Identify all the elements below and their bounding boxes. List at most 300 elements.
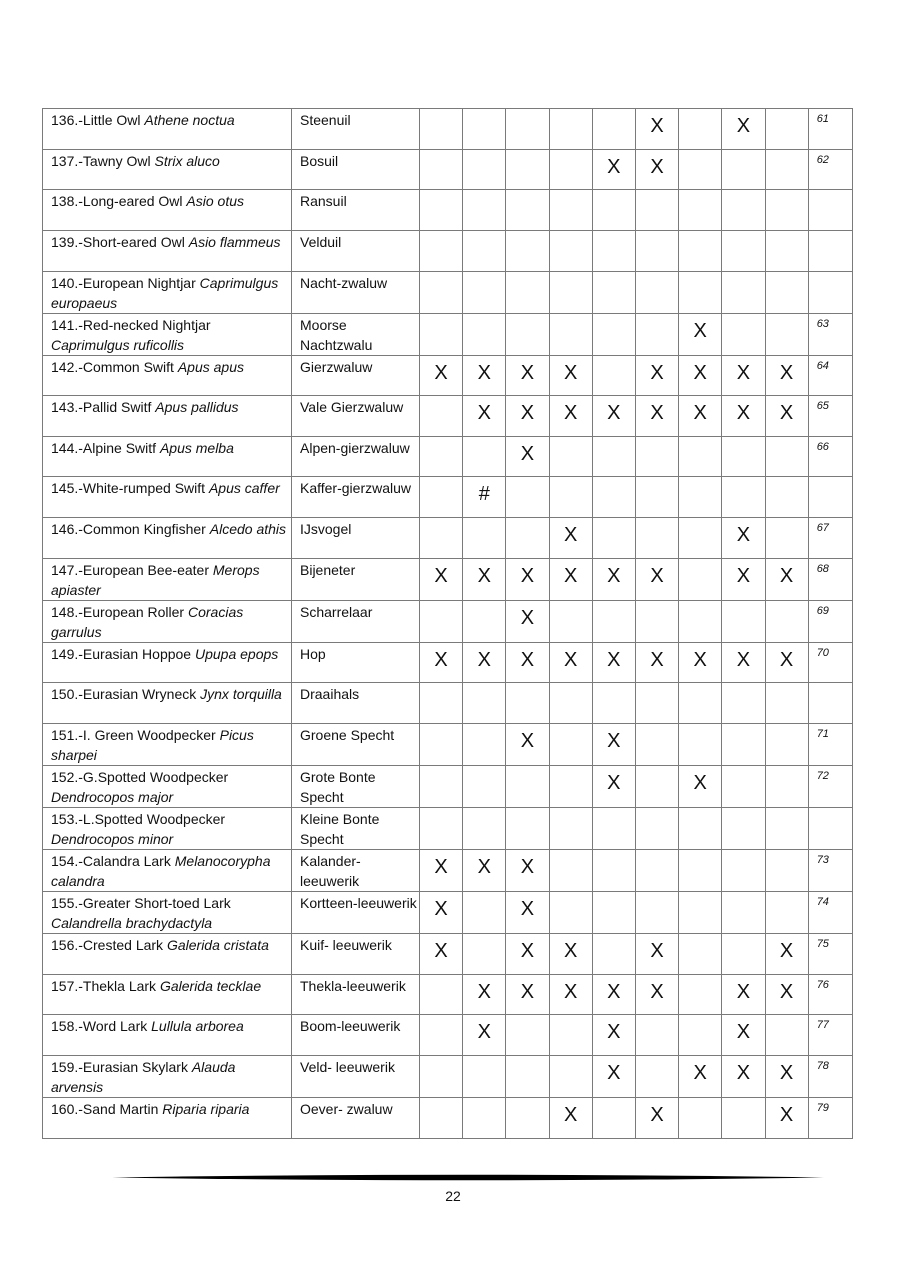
species-name-cell bbox=[43, 642, 292, 683]
presence-mark bbox=[549, 477, 592, 518]
presence-mark: X bbox=[506, 436, 549, 477]
presence-mark: X bbox=[549, 974, 592, 1015]
common-name: 140.-European Nightjar bbox=[51, 274, 196, 291]
species-name-cell bbox=[43, 271, 292, 313]
presence-mark: X bbox=[722, 558, 765, 600]
presence-mark bbox=[635, 1055, 678, 1097]
presence-mark bbox=[765, 683, 808, 724]
latin-name: Coracias garrulus bbox=[51, 603, 244, 640]
presence-mark bbox=[722, 850, 765, 892]
table-row bbox=[43, 558, 853, 600]
species-table bbox=[42, 108, 853, 1139]
presence-mark bbox=[549, 230, 592, 271]
presence-mark bbox=[679, 558, 722, 600]
dutch-name: Gierzwaluw bbox=[292, 355, 420, 396]
presence-mark bbox=[549, 313, 592, 355]
presence-mark: X bbox=[506, 724, 549, 766]
reference-number: 66 bbox=[808, 436, 852, 477]
presence-mark bbox=[679, 271, 722, 313]
presence-mark bbox=[420, 1055, 463, 1097]
presence-mark bbox=[635, 808, 678, 850]
presence-mark bbox=[635, 477, 678, 518]
latin-name: Picus sharpei bbox=[51, 727, 254, 764]
presence-mark: X bbox=[765, 355, 808, 396]
presence-mark bbox=[635, 271, 678, 313]
latin-name: Dendrocopos major bbox=[51, 789, 174, 806]
presence-mark bbox=[679, 934, 722, 975]
reference-number: 63 bbox=[808, 313, 852, 355]
presence-mark bbox=[463, 271, 506, 313]
latin-name: Caprimulgus ruficollis bbox=[51, 336, 185, 353]
presence-mark: X bbox=[765, 558, 808, 600]
table-row bbox=[43, 934, 853, 975]
latin-name: Galerida tecklae bbox=[159, 977, 262, 994]
presence-mark: X bbox=[463, 1015, 506, 1056]
latin-name: Galerida cristata bbox=[166, 937, 269, 954]
presence-mark: X bbox=[722, 1015, 765, 1056]
presence-mark bbox=[765, 477, 808, 518]
presence-mark: X bbox=[506, 850, 549, 892]
presence-mark bbox=[679, 518, 722, 559]
latin-name: Asio flammeus bbox=[188, 233, 281, 250]
presence-mark bbox=[420, 518, 463, 559]
common-name: 136.-Little Owl bbox=[51, 112, 141, 128]
presence-mark bbox=[506, 518, 549, 559]
presence-mark bbox=[679, 477, 722, 518]
presence-mark bbox=[592, 355, 635, 396]
table-row bbox=[43, 436, 853, 477]
presence-mark bbox=[592, 313, 635, 355]
presence-mark bbox=[722, 477, 765, 518]
presence-mark bbox=[635, 892, 678, 934]
species-name-cell bbox=[43, 766, 292, 808]
species-name-cell bbox=[43, 934, 292, 975]
presence-mark: # bbox=[463, 477, 506, 518]
presence-mark bbox=[420, 313, 463, 355]
reference-number: 64 bbox=[808, 355, 852, 396]
presence-mark bbox=[506, 313, 549, 355]
presence-mark bbox=[722, 190, 765, 231]
presence-mark bbox=[765, 518, 808, 559]
reference-number: 70 bbox=[808, 642, 852, 683]
presence-mark bbox=[549, 683, 592, 724]
species-name-cell bbox=[43, 724, 292, 766]
presence-mark bbox=[549, 109, 592, 150]
dutch-name: Bijeneter bbox=[292, 558, 420, 600]
dutch-name: Nacht-zwaluw bbox=[292, 271, 420, 313]
presence-mark bbox=[463, 934, 506, 975]
presence-mark: X bbox=[592, 724, 635, 766]
presence-mark bbox=[765, 766, 808, 808]
presence-mark: X bbox=[463, 558, 506, 600]
presence-mark: X bbox=[463, 850, 506, 892]
presence-mark bbox=[765, 850, 808, 892]
presence-mark: X bbox=[635, 355, 678, 396]
presence-mark: X bbox=[506, 600, 549, 642]
presence-mark bbox=[679, 683, 722, 724]
presence-mark bbox=[679, 230, 722, 271]
presence-mark bbox=[463, 724, 506, 766]
presence-mark: X bbox=[549, 1097, 592, 1138]
reference-number: 72 bbox=[808, 766, 852, 808]
species-name-cell bbox=[43, 355, 292, 396]
species-name-cell bbox=[43, 850, 292, 892]
presence-mark bbox=[463, 766, 506, 808]
presence-mark: X bbox=[679, 396, 722, 437]
presence-mark bbox=[420, 808, 463, 850]
reference-number bbox=[808, 808, 852, 850]
presence-mark bbox=[765, 313, 808, 355]
table-row bbox=[43, 642, 853, 683]
presence-mark: X bbox=[420, 642, 463, 683]
presence-mark bbox=[463, 230, 506, 271]
presence-mark: X bbox=[679, 1055, 722, 1097]
presence-mark bbox=[722, 683, 765, 724]
species-name-cell bbox=[43, 518, 292, 559]
presence-mark bbox=[765, 808, 808, 850]
species-name-cell bbox=[43, 683, 292, 724]
reference-number: 69 bbox=[808, 600, 852, 642]
common-name: 139.-Short-eared Owl bbox=[51, 233, 185, 250]
presence-mark bbox=[635, 683, 678, 724]
presence-mark bbox=[722, 724, 765, 766]
presence-mark bbox=[722, 892, 765, 934]
table-row bbox=[43, 808, 853, 850]
presence-mark bbox=[592, 477, 635, 518]
page-number: 22 bbox=[445, 1188, 461, 1204]
latin-name: Calandrella brachydactyla bbox=[51, 915, 213, 932]
common-name: 142.-Common Swift bbox=[51, 358, 174, 375]
table-row bbox=[43, 230, 853, 271]
common-name: 148.-European Roller bbox=[51, 603, 185, 620]
reference-number bbox=[808, 477, 852, 518]
species-name-cell bbox=[43, 1055, 292, 1097]
presence-mark bbox=[635, 724, 678, 766]
table-row bbox=[43, 892, 853, 934]
presence-mark: X bbox=[635, 934, 678, 975]
latin-name: Melanocorypha calandra bbox=[51, 853, 271, 890]
reference-number: 76 bbox=[808, 974, 852, 1015]
presence-mark: X bbox=[722, 518, 765, 559]
presence-mark bbox=[592, 436, 635, 477]
latin-name: Apus apus bbox=[177, 358, 244, 375]
species-name-cell bbox=[43, 396, 292, 437]
common-name: 145.-White-rumped Swift bbox=[51, 480, 206, 497]
table-row bbox=[43, 1055, 853, 1097]
presence-mark: X bbox=[635, 558, 678, 600]
presence-mark bbox=[765, 436, 808, 477]
species-name-cell bbox=[43, 974, 292, 1015]
common-name: 153.-L.Spotted Woodpecker bbox=[51, 811, 226, 828]
latin-name: Asio otus bbox=[186, 193, 245, 210]
presence-mark bbox=[765, 724, 808, 766]
presence-mark: X bbox=[722, 109, 765, 150]
common-name: 155.-Greater Short-toed Lark bbox=[51, 895, 231, 912]
common-name: 143.-Pallid Switf bbox=[51, 399, 152, 416]
presence-mark bbox=[679, 808, 722, 850]
presence-mark: X bbox=[549, 934, 592, 975]
presence-mark bbox=[420, 396, 463, 437]
presence-mark bbox=[722, 600, 765, 642]
common-name: 158.-Word Lark bbox=[51, 1018, 148, 1035]
species-name-cell bbox=[43, 230, 292, 271]
presence-mark bbox=[549, 1015, 592, 1056]
species-name-cell bbox=[43, 892, 292, 934]
presence-mark bbox=[722, 313, 765, 355]
presence-mark: X bbox=[765, 974, 808, 1015]
presence-mark bbox=[635, 518, 678, 559]
table-row bbox=[43, 683, 853, 724]
table-row bbox=[43, 724, 853, 766]
presence-mark bbox=[420, 109, 463, 150]
presence-mark bbox=[506, 1097, 549, 1138]
presence-mark: X bbox=[549, 355, 592, 396]
dutch-name: Velduil bbox=[292, 230, 420, 271]
presence-mark bbox=[463, 518, 506, 559]
presence-mark bbox=[635, 436, 678, 477]
presence-mark bbox=[549, 600, 592, 642]
table-row bbox=[43, 149, 853, 190]
presence-mark bbox=[506, 149, 549, 190]
dutch-name: Hop bbox=[292, 642, 420, 683]
presence-mark bbox=[506, 109, 549, 150]
table-row bbox=[43, 600, 853, 642]
common-name: 144.-Alpine Switf bbox=[51, 439, 157, 456]
common-name: 159.-Eurasian Skylark bbox=[51, 1058, 188, 1075]
presence-mark: X bbox=[506, 934, 549, 975]
presence-mark: X bbox=[592, 766, 635, 808]
presence-mark bbox=[679, 190, 722, 231]
presence-mark: X bbox=[765, 642, 808, 683]
presence-mark bbox=[722, 808, 765, 850]
presence-mark: X bbox=[506, 558, 549, 600]
latin-name: Alcedo athis bbox=[209, 521, 287, 538]
presence-mark bbox=[722, 436, 765, 477]
presence-mark: X bbox=[635, 149, 678, 190]
presence-mark bbox=[420, 1015, 463, 1056]
presence-mark bbox=[635, 850, 678, 892]
presence-mark bbox=[722, 1097, 765, 1138]
species-name-cell bbox=[43, 313, 292, 355]
presence-mark bbox=[420, 724, 463, 766]
presence-mark bbox=[506, 1015, 549, 1056]
presence-mark: X bbox=[549, 642, 592, 683]
latin-name: Merops apiaster bbox=[51, 561, 260, 598]
presence-mark: X bbox=[420, 558, 463, 600]
presence-mark bbox=[635, 230, 678, 271]
presence-mark bbox=[549, 190, 592, 231]
presence-mark: X bbox=[549, 396, 592, 437]
common-name: 138.-Long-eared Owl bbox=[51, 193, 183, 210]
presence-mark bbox=[463, 190, 506, 231]
dutch-name: Kalander-leeuwerik bbox=[292, 850, 420, 892]
dutch-name: Draaihals bbox=[292, 683, 420, 724]
dutch-name: Scharrelaar bbox=[292, 600, 420, 642]
presence-mark bbox=[506, 477, 549, 518]
presence-mark bbox=[463, 808, 506, 850]
reference-number: 62 bbox=[808, 149, 852, 190]
presence-mark bbox=[420, 1097, 463, 1138]
presence-mark: X bbox=[592, 149, 635, 190]
presence-mark bbox=[592, 1097, 635, 1138]
reference-number bbox=[808, 230, 852, 271]
latin-name: Lullula arborea bbox=[151, 1018, 244, 1035]
presence-mark: X bbox=[506, 355, 549, 396]
presence-mark: X bbox=[592, 396, 635, 437]
presence-mark bbox=[765, 149, 808, 190]
latin-name: Jynx torquilla bbox=[200, 686, 282, 703]
presence-mark bbox=[463, 149, 506, 190]
presence-mark bbox=[506, 683, 549, 724]
latin-name: Apus pallidus bbox=[155, 399, 239, 416]
latin-name: Apus melba bbox=[159, 439, 234, 456]
presence-mark bbox=[679, 724, 722, 766]
reference-number: 77 bbox=[808, 1015, 852, 1056]
presence-mark bbox=[592, 190, 635, 231]
latin-name: Athene noctua bbox=[144, 112, 235, 128]
dutch-name: Moorse Nachtzwalu bbox=[292, 313, 420, 355]
common-name: 150.-Eurasian Wryneck bbox=[51, 686, 197, 703]
presence-mark bbox=[592, 271, 635, 313]
presence-mark bbox=[592, 230, 635, 271]
dutch-name: Thekla-leeuwerik bbox=[292, 974, 420, 1015]
reference-number: 75 bbox=[808, 934, 852, 975]
presence-mark bbox=[463, 683, 506, 724]
presence-mark bbox=[722, 934, 765, 975]
common-name: 137.-Tawny Owl bbox=[51, 152, 151, 169]
reference-number: 73 bbox=[808, 850, 852, 892]
presence-mark bbox=[679, 892, 722, 934]
presence-mark bbox=[679, 1097, 722, 1138]
presence-mark bbox=[549, 766, 592, 808]
presence-mark bbox=[463, 600, 506, 642]
presence-mark bbox=[635, 1015, 678, 1056]
presence-mark: X bbox=[765, 934, 808, 975]
presence-mark: X bbox=[635, 109, 678, 150]
dutch-name: Veld- leeuwerik bbox=[292, 1055, 420, 1097]
presence-mark bbox=[635, 313, 678, 355]
presence-mark bbox=[765, 109, 808, 150]
table-row bbox=[43, 974, 853, 1015]
species-name-cell bbox=[43, 808, 292, 850]
presence-mark bbox=[592, 892, 635, 934]
presence-mark bbox=[592, 683, 635, 724]
presence-mark bbox=[549, 724, 592, 766]
latin-name: Apus caffer bbox=[208, 480, 280, 497]
latin-name: Riparia riparia bbox=[162, 1100, 250, 1117]
table-row bbox=[43, 850, 853, 892]
presence-mark: X bbox=[765, 1055, 808, 1097]
presence-mark bbox=[765, 892, 808, 934]
latin-name: Caprimulgus europaeus bbox=[51, 274, 279, 311]
reference-number: 65 bbox=[808, 396, 852, 437]
presence-mark bbox=[679, 850, 722, 892]
dutch-name: Groene Specht bbox=[292, 724, 420, 766]
presence-mark bbox=[549, 892, 592, 934]
presence-mark: X bbox=[635, 642, 678, 683]
presence-mark: X bbox=[635, 396, 678, 437]
footer-rule bbox=[112, 1173, 824, 1182]
table-row bbox=[43, 190, 853, 231]
presence-mark bbox=[463, 313, 506, 355]
presence-mark bbox=[420, 766, 463, 808]
presence-mark: X bbox=[463, 642, 506, 683]
dutch-name: Grote Bonte Specht bbox=[292, 766, 420, 808]
presence-mark: X bbox=[765, 396, 808, 437]
presence-mark: X bbox=[463, 355, 506, 396]
presence-mark bbox=[592, 109, 635, 150]
reference-number: 71 bbox=[808, 724, 852, 766]
reference-number: 67 bbox=[808, 518, 852, 559]
presence-mark: X bbox=[549, 558, 592, 600]
table-row bbox=[43, 313, 853, 355]
presence-mark: X bbox=[420, 850, 463, 892]
presence-mark: X bbox=[635, 1097, 678, 1138]
common-name: 147.-European Bee-eater bbox=[51, 561, 209, 578]
presence-mark bbox=[420, 149, 463, 190]
presence-mark: X bbox=[463, 396, 506, 437]
presence-mark bbox=[592, 850, 635, 892]
presence-mark bbox=[463, 109, 506, 150]
table-row bbox=[43, 271, 853, 313]
presence-mark bbox=[679, 149, 722, 190]
latin-name: Alauda arvensis bbox=[51, 1058, 236, 1095]
presence-mark: X bbox=[592, 558, 635, 600]
table-row bbox=[43, 109, 853, 150]
presence-mark: X bbox=[635, 974, 678, 1015]
table-row bbox=[43, 477, 853, 518]
presence-mark bbox=[463, 1097, 506, 1138]
species-name-cell bbox=[43, 149, 292, 190]
presence-mark bbox=[635, 600, 678, 642]
presence-mark bbox=[506, 808, 549, 850]
presence-mark bbox=[765, 1015, 808, 1056]
table-row bbox=[43, 355, 853, 396]
common-name: 160.-Sand Martin bbox=[51, 1100, 159, 1117]
presence-mark bbox=[420, 436, 463, 477]
table-row bbox=[43, 766, 853, 808]
presence-mark bbox=[765, 600, 808, 642]
presence-mark bbox=[635, 766, 678, 808]
presence-mark bbox=[679, 1015, 722, 1056]
table-row bbox=[43, 1097, 853, 1138]
presence-mark bbox=[420, 683, 463, 724]
presence-mark: X bbox=[765, 1097, 808, 1138]
presence-mark bbox=[549, 808, 592, 850]
presence-mark: X bbox=[420, 934, 463, 975]
species-name-cell bbox=[43, 558, 292, 600]
presence-mark bbox=[463, 892, 506, 934]
dutch-name: Boom-leeuwerik bbox=[292, 1015, 420, 1056]
latin-name: Strix aluco bbox=[154, 152, 220, 169]
presence-mark bbox=[679, 109, 722, 150]
presence-mark bbox=[722, 149, 765, 190]
presence-mark: X bbox=[679, 355, 722, 396]
presence-mark bbox=[549, 850, 592, 892]
dutch-name: IJsvogel bbox=[292, 518, 420, 559]
presence-mark bbox=[765, 271, 808, 313]
presence-mark: X bbox=[506, 396, 549, 437]
presence-mark bbox=[463, 436, 506, 477]
species-name-cell bbox=[43, 109, 292, 150]
presence-mark bbox=[506, 1055, 549, 1097]
dutch-name: Kleine Bonte Specht bbox=[292, 808, 420, 850]
presence-mark: X bbox=[506, 892, 549, 934]
dutch-name: Kortteen-leeuwerik bbox=[292, 892, 420, 934]
common-name: 156.-Crested Lark bbox=[51, 937, 164, 954]
table-row bbox=[43, 1015, 853, 1056]
presence-mark bbox=[722, 766, 765, 808]
